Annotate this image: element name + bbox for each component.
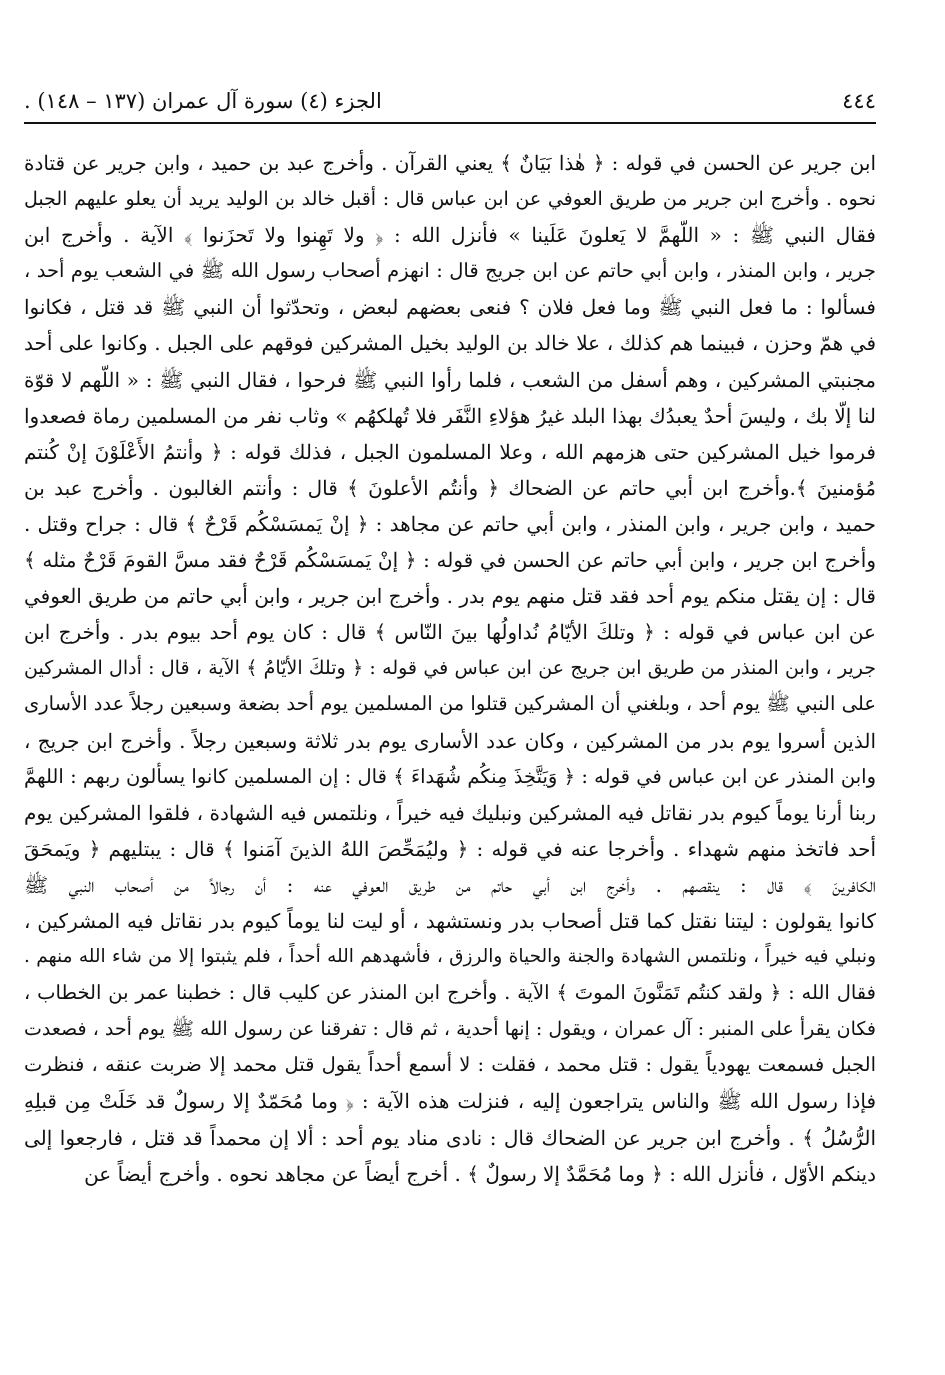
text-line: كانوا يقولون : ليتنا نقتل كما قتل أصحاب بدر ونستشهد ، أو ليت لنا يوماً كيوم بدر نقاتل فيه المشركين ،	[24, 908, 876, 933]
text-line: أحد فاتخذ منهم شهداء . وأخرجا عنه في قوله : ﴿ وليُمَحِّصَ اللهُ الذينَ آمَنوا ﴾ قال : يبتليهم ﴿ ويَمحَقَ	[24, 836, 876, 861]
text-line: على النبي ﷺ يوم أحد ، وبلغني أن المشركين قتلوا من المسلمين يوم أحد بضعة وسبعين رجلاً عدد الأسارى	[24, 692, 876, 716]
text-line: لنا إلّا بك ، وليسَ أحدٌ يعبدُك بهذا البلد غيرُ هؤلاءِ النَّفَر فلا تُهلكهُم » وثاب نفر من المسلمين رماة فصعدوا	[24, 403, 876, 428]
page-number: ٤٤٤	[842, 89, 876, 113]
page-body-text	[24, 145, 876, 1192]
text-line: فكان يقرأ على المنبر : آل عمران ، ويقول : إنها أحدية ، ثم قال : تفرقنا عن رسول الله ﷺ يوم أحد ، فصعدت	[24, 1018, 876, 1041]
text-line: مجنبتي المشركين ، وهم أسفل من الشعب ، فلما رأوا النبي ﷺ فرحوا ، فقال النبي ﷺ : « اللّهم لا قوّة	[24, 367, 876, 392]
text-line: وابن المنذر عن ابن عباس في قوله : ﴿ وَيَتَّخِذَ مِنكُم شُهَداءَ ﴾ قال : إن المسلمين كانوا يسألون ربهم : اللهمَّ	[24, 764, 876, 788]
text-line: الذين أسروا يوم بدر من المشركين ، وكان عدد الأسارى يوم بدر ثلاثة وسبعين رجلاً . وأخرج ابن جريج ،	[24, 728, 876, 753]
text-line: الكافرينَ ﴾ قال : ينقصهم . وأخرج ابن أبي حاتم من طريق العوفي عنه : أن رجالاً من أصحاب النبي ﷺ	[24, 872, 876, 897]
text-line: الرُّسُلُ ﴾ . وأخرج ابن جرير عن الضحاك قال : نادى مناد يوم أحد : ألا إن محمداً قد قتل ، فارجعوا إلى	[24, 1125, 876, 1150]
text-line: جرير ، وابن المنذر من طريق ابن جريج عن ابن عباس في قوله : ﴿ وتلكَ الأيّامُ ﴾ الآية ، قال : أدال المشركين	[24, 657, 876, 680]
text-line: وأخرج ابن جرير ، وابن أبي حاتم عن الحسن في قوله : ﴿ إنْ يَمسَسْكُم قَرْحٌ فقد مسَّ القومَ قَرْحٌ مثله ﴾	[24, 548, 876, 573]
text-line: ابن جرير عن الحسن في قوله : ﴿ هٰذا بَيَانٌ ﴾ يعني القرآن . وأخرج عبد بن حميد ، وابن جرير عن قتادة	[24, 151, 876, 175]
text-line: ونبلي فيه خيراً ، ونلتمس الشهادة والجنة والحياة والرزق ، فأشهدهم الله أحداً ، فلم يثبتوا إلا من شاء الله منهم .	[24, 946, 876, 968]
running-header	[24, 82, 876, 120]
text-line: في همّ وحزن ، فبينما هم كذلك ، علا خالد بن الوليد بخيل المشركين فوقهم على الجبل . وكانوا على أحد	[24, 331, 876, 356]
text-line: ربنا أرنا يوماً كيوم بدر نقاتل فيه المشركين ونبليك فيه خيراً ، ونلتمس فيه الشهادة ، فلقوا المشركين يوم	[24, 800, 876, 825]
text-line: مُؤمنينَ ﴾.وأخرج ابن أبي حاتم عن الضحاك ﴿ وأنتُم الأعلونَ ﴾ قال : وأنتم الغالبون . وأخرج عبد بن	[24, 475, 876, 500]
text-line: عن ابن عباس في قوله : ﴿ وتلكَ الأيّامُ نُداولُها بينَ النّاس ﴾ قال : كان يوم أحد بيوم بدر . وأخرج ابن	[24, 620, 876, 645]
text-line: نحوه . وأخرج ابن جرير من طريق العوفي عن ابن عباس قال : أقبل خالد بن الوليد يريد أن يعلو عليهم الجبل	[24, 188, 876, 211]
text-line: فرموا خيل المشركين حتى هزمهم الله ، وعلا المسلمون الجبل ، فذلك قوله : ﴿ وأنتمُ الأَعْلَوْنَ إنْ كُنتم	[24, 439, 876, 464]
text-line: فقال النبي ﷺ : « اللّهمَّ لا يَعلونَ عَلَينا » فأنزل الله : ﴿ ولا تَهِنوا ولا تَحزَنوا ﴾ الآية . وأخرج ابن	[24, 223, 876, 248]
text-line: حميد ، وابن جرير ، وابن المنذر ، وابن أبي حاتم عن مجاهد : ﴿ إنْ يَمسَسْكُم قَرْحٌ ﴾ قال : جراح وقتل .	[24, 511, 876, 536]
text-line: الجبل فسمعت يهودياً يقول : قتل محمد ، فقلت : لا أسمع أحداً يقول قتل محمد إلا ضربت عنقه ، فنظرت	[24, 1053, 876, 1077]
text-line: قال : إن يقتل منكم يوم أحد فقد قتل منهم يوم بدر . وأخرج ابن جرير ، وابن أبي حاتم من طريق العوفي	[24, 584, 876, 609]
header-rule	[24, 122, 876, 124]
text-line: جرير ، وابن المنذر ، وابن أبي حاتم عن ابن جريج قال : انهزم أصحاب رسول الله ﷺ في الشعب يوم أحد ،	[24, 259, 876, 283]
text-line: فقال الله : ﴿ ولقد كنتُم تَمَنَّونَ الموتَ ﴾ الآية . وأخرج ابن المنذر عن كليب قال : خطبنا عمر بن الخطاب ،	[24, 981, 876, 1005]
text-line: دينكم الأوّل ، فأنزل الله : ﴿ وما مُحَمَّدٌ إلا رسولٌ ﴾ . أخرج أيضاً عن مجاهد نحوه . وأخرج أيضاً عن	[84, 1161, 876, 1186]
running-title: الجزء (٤) سورة آل عمران (١٣٧ – ١٤٨) .	[24, 89, 382, 113]
text-line: فإذا رسول الله ﷺ والناس يتراجعون إليه ، فنزلت هذه الآية : ﴿ وما مُحَمّدٌ إلا رسولٌ قد خَلَتْ مِن قبلِهِ	[24, 1089, 876, 1114]
text-line: فسألوا : ما فعل النبي ﷺ وما فعل فلان ؟ فنعى بعضهم لبعض ، وتحدّثوا أن النبي ﷺ قد قتل ، فكانوا	[24, 295, 876, 320]
